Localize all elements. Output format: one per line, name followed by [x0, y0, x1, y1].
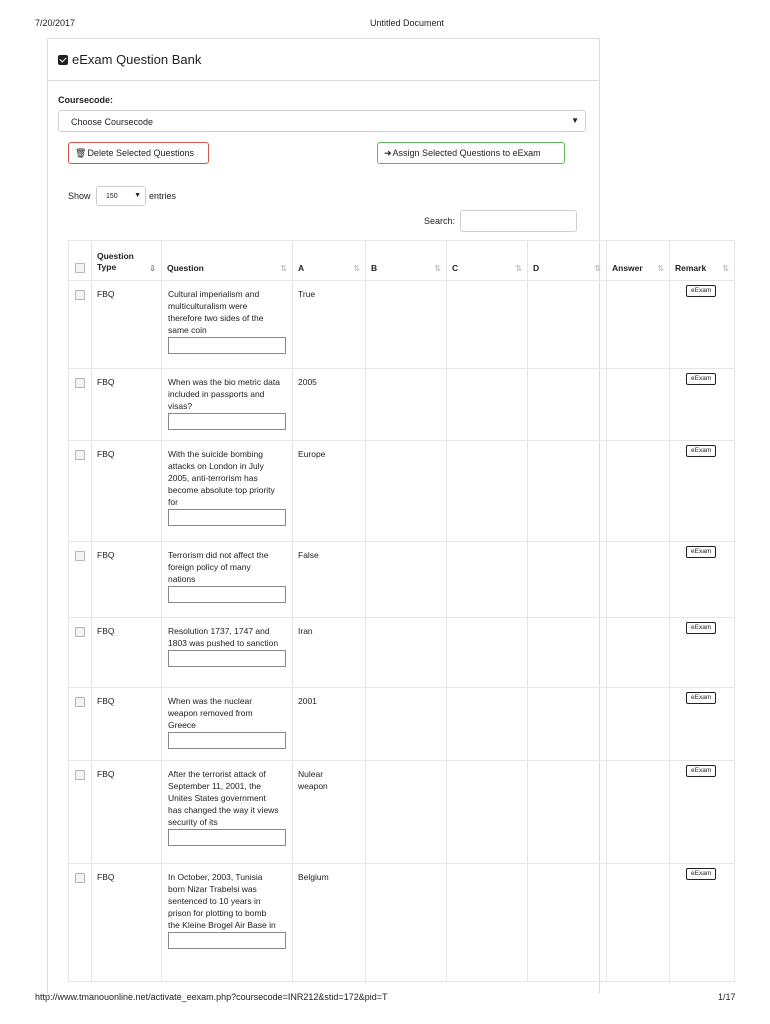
option-b — [366, 441, 446, 449]
cell-b — [366, 281, 447, 369]
cell-question — [162, 542, 293, 618]
cell-c — [447, 369, 528, 441]
cell-a — [293, 688, 366, 761]
table-header-row — [69, 241, 735, 281]
table-row — [69, 542, 735, 618]
cell-answer — [607, 618, 670, 688]
header-b-label: B — [371, 263, 378, 273]
eexam-button[interactable]: eExam — [686, 868, 716, 880]
option-a: Iran — [298, 626, 313, 636]
question-text: When was the nuclear weapon removed from Greece — [168, 696, 253, 730]
option-a: False — [298, 550, 319, 560]
header-remark[interactable] — [670, 241, 735, 281]
cell-c — [447, 441, 528, 542]
table-row — [69, 281, 735, 369]
option-d — [528, 369, 606, 377]
option-a: Belgium — [298, 872, 329, 882]
cell-d — [528, 369, 607, 441]
cell-b — [366, 688, 447, 761]
cell-d — [528, 864, 607, 982]
answer — [607, 542, 669, 550]
question-edit-input[interactable] — [168, 413, 286, 430]
cell-d — [528, 761, 607, 864]
option-c — [447, 688, 527, 696]
header-type-line1: Question — [97, 251, 134, 261]
cell-remark — [670, 618, 735, 688]
cell-type — [92, 761, 162, 864]
caret-down-icon: ▼ — [134, 192, 141, 199]
question-edit-input[interactable] — [168, 586, 286, 603]
sort-icon: ⇅ — [280, 264, 287, 273]
answer — [607, 688, 669, 696]
cell-question — [162, 281, 293, 369]
option-b — [366, 369, 446, 377]
panel-heading — [48, 39, 599, 81]
option-a: Europe — [298, 449, 326, 459]
cell-remark — [670, 761, 735, 864]
question-type: FBQ — [97, 449, 115, 459]
answer — [607, 864, 669, 872]
table-row — [69, 761, 735, 864]
question-edit-input[interactable] — [168, 337, 286, 354]
coursecode-select-value: Choose Coursecode — [71, 117, 154, 127]
cell-question — [162, 864, 293, 982]
option-b — [366, 688, 446, 696]
cell-type — [92, 688, 162, 761]
table-row — [69, 688, 735, 761]
delete-selected-button[interactable] — [68, 142, 209, 164]
cell-a — [293, 369, 366, 441]
header-a[interactable] — [293, 241, 366, 281]
row-select-cell — [69, 688, 92, 761]
question-type: FBQ — [97, 289, 115, 299]
header-d-label: D — [533, 263, 540, 273]
assign-selected-button[interactable] — [377, 142, 565, 164]
answer — [607, 761, 669, 769]
row-checkbox[interactable] — [75, 290, 85, 300]
header-question[interactable] — [162, 241, 293, 281]
cell-c — [447, 542, 528, 618]
row-select-cell — [69, 542, 92, 618]
header-question-type[interactable] — [92, 241, 162, 281]
answer — [607, 281, 669, 289]
question-type: FBQ — [97, 626, 115, 636]
header-answer-label: Answer — [612, 263, 643, 273]
option-b — [366, 281, 446, 289]
cell-c — [447, 864, 528, 982]
header-answer[interactable] — [607, 241, 670, 281]
cell-question — [162, 688, 293, 761]
question-edit-input[interactable] — [168, 509, 286, 526]
cell-a — [293, 761, 366, 864]
row-select-cell — [69, 618, 92, 688]
row-select-cell — [69, 281, 92, 369]
panel-title-text: eExam Question Bank — [72, 52, 202, 67]
sort-icon: ⇅ — [722, 264, 729, 273]
question-text: Cultural imperialism and multiculturalism were therefore two sides of the same coin — [168, 289, 264, 335]
cell-d — [528, 688, 607, 761]
header-b[interactable] — [366, 241, 447, 281]
question-edit-input[interactable] — [168, 829, 286, 846]
option-c — [447, 441, 527, 449]
entries-label: entries — [149, 191, 177, 201]
row-checkbox[interactable] — [75, 450, 85, 460]
header-d[interactable] — [528, 241, 607, 281]
cell-c — [447, 281, 528, 369]
table-row — [69, 441, 735, 542]
question-edit-input[interactable] — [168, 732, 286, 749]
cell-type — [92, 281, 162, 369]
cell-answer — [607, 542, 670, 618]
coursecode-label: Coursecode: — [58, 95, 114, 105]
cell-type — [92, 618, 162, 688]
header-c[interactable] — [447, 241, 528, 281]
arrow-right-icon: ➜ — [384, 148, 392, 158]
option-b — [366, 618, 446, 626]
question-type: FBQ — [97, 769, 115, 779]
eexam-button[interactable]: eExam — [686, 373, 716, 385]
cell-answer — [607, 281, 670, 369]
option-d — [528, 688, 606, 696]
show-label: Show — [68, 191, 91, 201]
cell-b — [366, 441, 447, 542]
assign-selected-label: Assign Selected Questions to eExam — [392, 148, 541, 158]
option-a: 2005 — [298, 377, 317, 387]
cell-type — [92, 864, 162, 982]
cell-a — [293, 542, 366, 618]
eexam-button[interactable]: eExam — [686, 546, 716, 558]
delete-selected-label: Delete Selected Questions — [87, 148, 195, 158]
cell-a — [293, 441, 366, 542]
header-a-label: A — [298, 263, 305, 273]
print-date: 7/20/2017 — [35, 18, 76, 28]
question-type: FBQ — [97, 696, 115, 706]
option-d — [528, 761, 606, 769]
option-c — [447, 281, 527, 289]
cell-remark — [670, 542, 735, 618]
cell-a — [293, 864, 366, 982]
sort-icon: ⇅ — [434, 264, 441, 273]
questions-table — [68, 240, 735, 982]
page-length-value: 150 — [106, 193, 118, 200]
eexam-button[interactable]: eExam — [686, 622, 716, 634]
cell-c — [447, 761, 528, 864]
option-c — [447, 542, 527, 550]
cell-d — [528, 441, 607, 542]
cell-type — [92, 369, 162, 441]
select-all-checkbox[interactable] — [75, 263, 85, 273]
option-b — [366, 542, 446, 550]
cell-b — [366, 761, 447, 864]
answer — [607, 618, 669, 626]
cell-remark — [670, 688, 735, 761]
header-remark-label: Remark — [675, 263, 707, 273]
cell-b — [366, 542, 447, 618]
sort-icon: ⇅ — [594, 264, 601, 273]
cell-question — [162, 618, 293, 688]
sort-icon: ⇅ — [353, 264, 360, 273]
option-b — [366, 864, 446, 872]
option-c — [447, 618, 527, 626]
select-all-header — [69, 241, 92, 281]
option-d — [528, 864, 606, 872]
question-type: FBQ — [97, 550, 115, 560]
option-d — [528, 281, 606, 289]
cell-a — [293, 281, 366, 369]
cell-b — [366, 369, 447, 441]
answer — [607, 441, 669, 449]
cell-remark — [670, 441, 735, 542]
question-text: When was the bio metric data included in passports and visas? — [168, 377, 280, 411]
row-checkbox[interactable] — [75, 873, 85, 883]
cell-remark — [670, 281, 735, 369]
page-number: 1/17 — [718, 992, 736, 1002]
cell-remark — [670, 864, 735, 982]
question-type: FBQ — [97, 377, 115, 387]
eexam-button[interactable]: eExam — [686, 765, 716, 777]
cell-answer — [607, 864, 670, 982]
row-checkbox[interactable] — [75, 627, 85, 637]
option-d — [528, 542, 606, 550]
sort-asc-icon: ⇩ — [149, 264, 156, 273]
row-select-cell — [69, 761, 92, 864]
page-url: http://www.tmanouonline.net/activate_eexam.php?coursecode=INR212&stid=172&pid=T — [35, 992, 388, 1002]
cell-c — [447, 618, 528, 688]
option-d — [528, 441, 606, 449]
option-a: True — [298, 289, 316, 299]
cell-answer — [607, 369, 670, 441]
eexam-button[interactable]: eExam — [686, 445, 716, 457]
option-a: 2001 — [298, 696, 317, 706]
eexam-button[interactable]: eExam — [686, 692, 716, 704]
coursecode-select[interactable] — [58, 110, 586, 132]
row-checkbox[interactable] — [75, 378, 85, 388]
table-row — [69, 618, 735, 688]
option-b — [366, 761, 446, 769]
cell-type — [92, 441, 162, 542]
row-select-cell — [69, 441, 92, 542]
trash-icon: 🗑 — [75, 148, 87, 158]
cell-answer — [607, 761, 670, 864]
question-text: After the terrorist attack of September 11, 2001, the Unites States government has changed the way it views security of its — [168, 769, 279, 827]
header-type-line2: Type — [97, 262, 117, 272]
option-c — [447, 761, 527, 769]
caret-down-icon: ▼ — [571, 116, 579, 125]
cell-d — [528, 542, 607, 618]
cell-d — [528, 281, 607, 369]
eexam-button[interactable]: eExam — [686, 285, 716, 297]
document-title: Untitled Document — [370, 18, 445, 28]
row-select-cell — [69, 369, 92, 441]
option-d — [528, 618, 606, 626]
option-c — [447, 864, 527, 872]
cell-answer — [607, 441, 670, 542]
header-c-label: C — [452, 263, 459, 273]
question-text: Terrorism did not affect the foreign policy of many nations — [168, 550, 269, 584]
cell-d — [528, 618, 607, 688]
check-square-icon — [58, 55, 68, 65]
question-edit-input[interactable] — [168, 932, 286, 949]
print-header — [0, 18, 770, 30]
cell-answer — [607, 688, 670, 761]
option-c — [447, 369, 527, 377]
cell-question — [162, 761, 293, 864]
sort-icon: ⇅ — [515, 264, 522, 273]
sort-icon: ⇅ — [657, 264, 664, 273]
row-checkbox[interactable] — [75, 697, 85, 707]
page-length-select[interactable] — [96, 186, 146, 206]
cell-remark — [670, 369, 735, 441]
table-row — [69, 864, 735, 982]
question-text: In October, 2003, Tunisia born Nizar Trabelsi was sentenced to 10 years in prison for plotting to bomb the Kleine Brogel Air Base in — [168, 872, 276, 930]
answer — [607, 369, 669, 377]
search-label: Search: — [424, 216, 456, 226]
question-text: With the suicide bombing attacks on London in July 2005, anti-terrorism has become absolute top priority for — [168, 449, 275, 507]
row-checkbox[interactable] — [75, 551, 85, 561]
question-edit-input[interactable] — [168, 650, 286, 667]
option-a: Nulear weapon — [298, 769, 328, 791]
cell-b — [366, 618, 447, 688]
cell-question — [162, 369, 293, 441]
cell-c — [447, 688, 528, 761]
question-type: FBQ — [97, 872, 115, 882]
row-select-cell — [69, 864, 92, 982]
panel-title — [58, 52, 201, 67]
question-text: Resolution 1737, 1747 and 1803 was pushed to sanction — [168, 626, 279, 648]
cell-question — [162, 441, 293, 542]
cell-b — [366, 864, 447, 982]
row-checkbox[interactable] — [75, 770, 85, 780]
cell-a — [293, 618, 366, 688]
cell-type — [92, 542, 162, 618]
search-input[interactable] — [460, 210, 577, 232]
header-question-label: Question — [167, 263, 204, 273]
table-row — [69, 369, 735, 441]
